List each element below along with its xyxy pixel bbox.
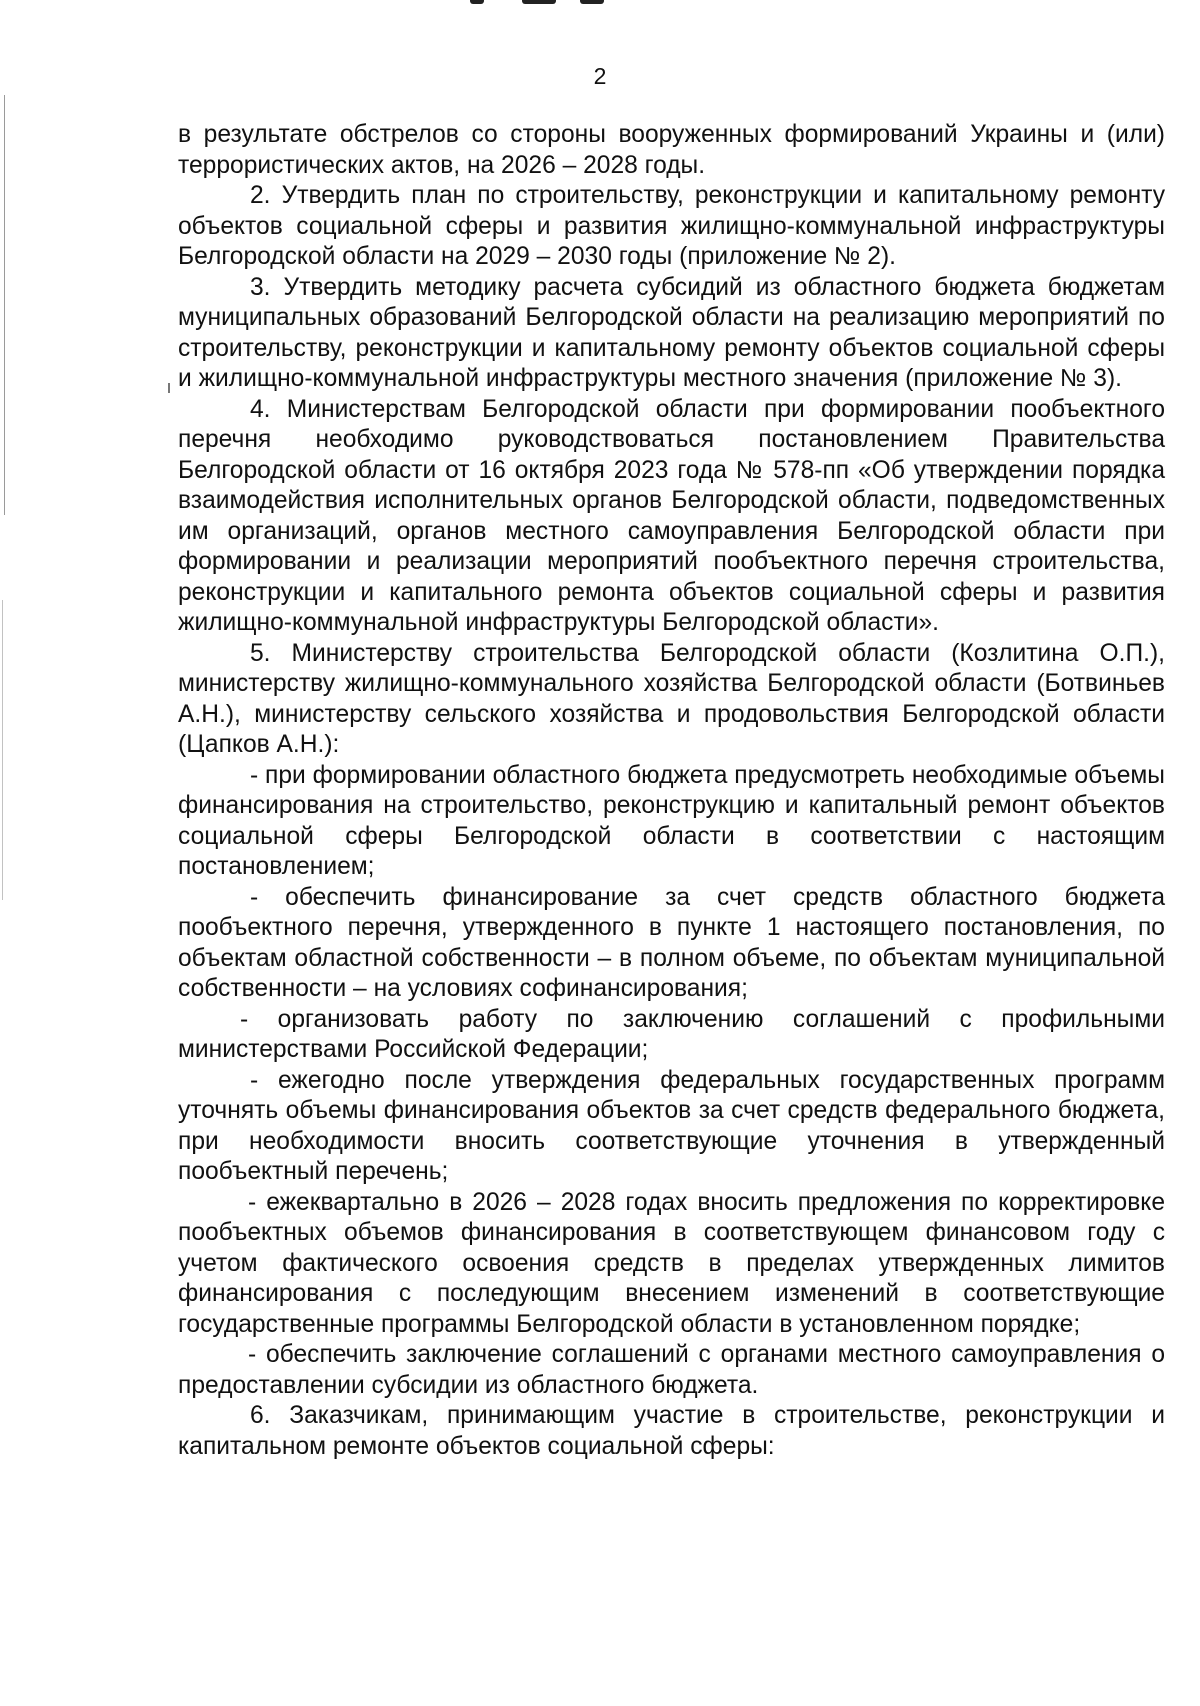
- page-number: 2: [593, 63, 607, 89]
- paragraph-continuation: в результате обстрелов со стороны вооруженных формирований Украины и (или) террористических актов, на 2026 – 2028 годы.: [178, 121, 1165, 179]
- paragraph-item-2: 2. Утвердить план по строительству, реконструкции и капитальному ремонту объектов социальной сферы и развития жилищно-коммунальной инфраструктуры Белгородской области на 2029 – 2030 годы (приложение № 2).: [178, 182, 1165, 270]
- list-item: - обеспечить заключение соглашений с органами местного самоуправления о предоставлении субсидии из областного бюджета.: [178, 1341, 1165, 1399]
- list-item: - обеспечить финансирование за счет средств областного бюджета пообъектного перечня, утвержденного в пункте 1 настоящего постановления, по объектам областной собственности – в полном объеме, по объектам муниципальной собственности – на условиях софинансирования;: [178, 883, 1165, 1002]
- list-item: - при формировании областного бюджета предусмотреть необходимые объемы финансирования на строительство, реконструкцию и капитальный ремонт объектов социальной сферы Белгородской области в соответствии с настоящим постановлением;: [178, 761, 1165, 880]
- scan-artifact: [470, 0, 670, 6]
- document-body: [178, 120, 1165, 1462]
- scan-edge-line: [2, 600, 3, 900]
- paragraph-item-4: 4. Министерствам Белгородской области при формировании пообъектного перечня необходимо руководствоваться постановлением Правительства Белгородской области от 16 октября 2023 года № 578-пп «Об утверждении порядка взаимодействия исполнительных органов Белгородской области, подведомственных им организаций, органов местного самоуправления Белгородской области при формировании и реализации мероприятий пообъектного перечня строительства, реконструкции и капитального ремонта объектов социальной сферы и развития жилищно-коммунальной инфраструктуры Белгородской области».: [178, 395, 1165, 636]
- list-item: - ежеквартально в 2026 – 2028 годах вносить предложения по корректировке пообъектных объемов финансирования в соответствующем финансовом году с учетом фактического освоения средств в пределах утвержденных лимитов финансирования с последующим внесением изменений в соответствующие государственные программы Белгородской области в установленном порядке;: [178, 1188, 1165, 1338]
- scan-mark: [168, 383, 170, 393]
- paragraph-item-5: 5. Министерству строительства Белгородской области (Козлитина О.П.), министерству жилищно-коммунального хозяйства Белгородской области (Ботвиньев А.Н.), министерству сельского хозяйства и продовольствия Белгородской области (Цапков А.Н.):: [178, 639, 1165, 758]
- list-item: - ежегодно после утверждения федеральных государственных программ уточнять объемы финансирования объектов за счет средств федерального бюджета, при необходимости вносить соответствующие уточнения в утвержденный пообъектный перечень;: [178, 1066, 1165, 1185]
- paragraph-item-6: 6. Заказчикам, принимающим участие в строительстве, реконструкции и капитальном ремонте объектов социальной сферы:: [178, 1402, 1165, 1460]
- scan-edge-line: [4, 95, 5, 515]
- list-item: - организовать работу по заключению соглашений с профильными министерствами Российской Федерации;: [178, 1005, 1165, 1063]
- paragraph-item-3: 3. Утвердить методику расчета субсидий из областного бюджета бюджетам муниципальных образований Белгородской области на реализацию мероприятий по строительству, реконструкции и капитальному ремонту объектов социальной сферы и жилищно-коммунальной инфраструктуры местного значения (приложение № 3).: [178, 273, 1165, 392]
